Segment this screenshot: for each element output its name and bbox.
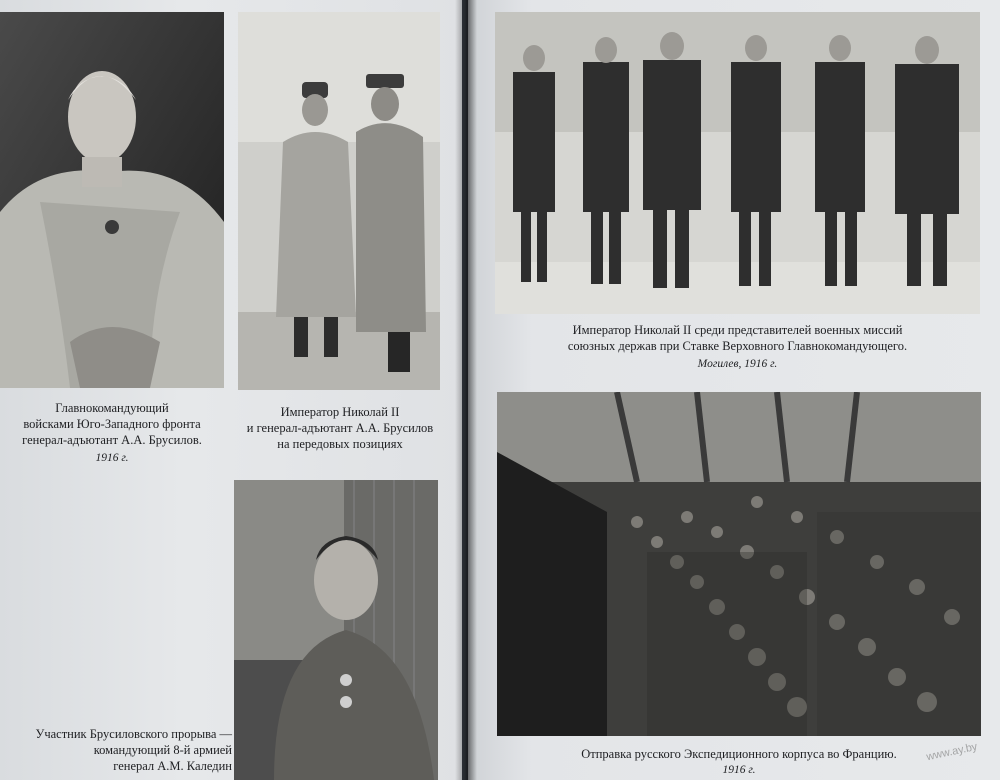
caption-emperor-frontline (232, 404, 448, 452)
caption-allied-missions (495, 322, 980, 372)
caption-line: Участник Брусиловского прорыва — (35, 727, 232, 741)
caption-line: Император Николай II среди представителей военных миссий (572, 323, 903, 337)
watermark: www.ay.by (925, 740, 979, 764)
photo-allied-missions (495, 12, 980, 314)
caption-kaledin (0, 726, 232, 774)
photo-brusilov-portrait (0, 12, 224, 388)
caption-line: и генерал-адъютант А.А. Брусилов (246, 421, 434, 435)
caption-date: 1916 г. (722, 764, 756, 776)
caption-line: Отправка русского Экспедиционного корпуса во Францию. (581, 747, 897, 761)
caption-date: 1916 г. (95, 452, 129, 464)
caption-line: генерал-адъютант А.А. Брусилов. (22, 433, 202, 447)
caption-line: союзных держав при Ставке Верховного Главнокомандующего. (567, 339, 908, 353)
caption-line: на передовых позициях (277, 437, 403, 451)
caption-line: Главнокомандующий (55, 401, 169, 415)
photo-kaledin-portrait (234, 480, 438, 780)
caption-line: командующий 8-й армией (93, 743, 232, 757)
caption-line: генерал А.М. Каледин (113, 759, 232, 773)
caption-date: Могилев, 1916 г. (697, 358, 778, 370)
caption-line: Император Николай II (280, 405, 400, 419)
book-gutter (455, 0, 477, 780)
photo-expeditionary-corps (497, 392, 981, 736)
caption-expeditionary-corps (497, 746, 981, 778)
photo-emperor-frontline (238, 12, 440, 390)
caption-brusilov (0, 400, 224, 466)
caption-line: войсками Юго-Западного фронта (23, 417, 201, 431)
